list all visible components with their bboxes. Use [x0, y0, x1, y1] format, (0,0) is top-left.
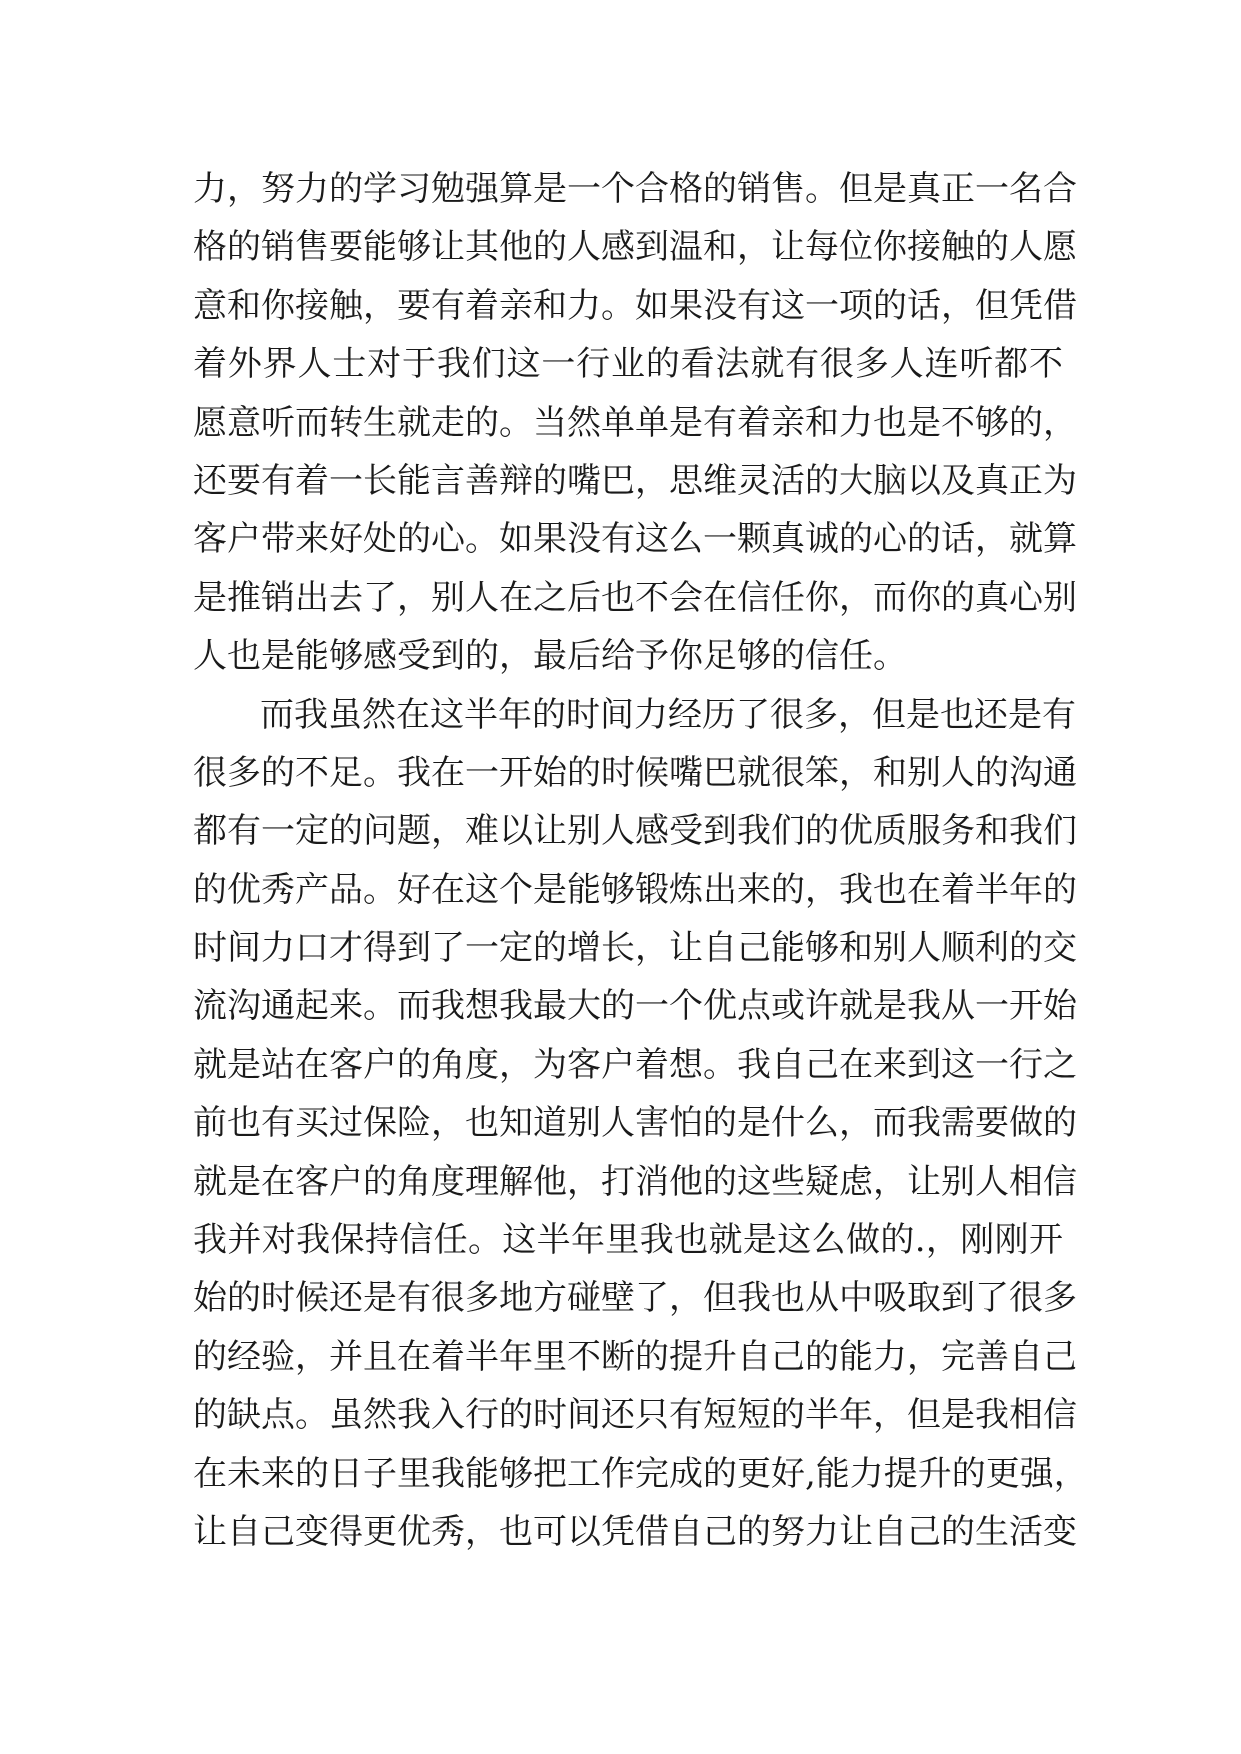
text-line: 客户带来好处的心。如果没有这么一颗真诚的心的话，就算: [193, 519, 1077, 560]
text-line: 意和你接触，要有着亲和力。如果没有这一项的话，但凭借: [193, 285, 1077, 326]
text-line: 让自己变得更优秀，也可以凭借自己的努力让自己的生活变: [193, 1511, 1077, 1552]
text-line: 都有一定的问题，难以让别人感受到我们的优质服务和我们: [193, 811, 1077, 852]
text-line: 时间力口才得到了一定的增长，让自己能够和别人顺利的交: [193, 928, 1077, 969]
text-line: 力，努力的学习勉强算是一个合格的销售。但是真正一名合: [193, 169, 1077, 209]
text-line: 是推销出去了，别人在之后也不会在信任你，而你的真心别: [193, 577, 1077, 618]
text-line: 前也有买过保险，也知道别人害怕的是什么，而我需要做的: [193, 1103, 1077, 1144]
text-line: 我并对我保持信任。这半年里我也就是这么做的.，刚刚开: [193, 1220, 1063, 1261]
text-line: 而我虽然在这半年的时间力经历了很多，但是也还是有: [260, 694, 1076, 735]
text-line: 始的时候还是有很多地方碰壁了，但我也从中吸取到了很多: [193, 1278, 1077, 1319]
text-line: 流沟通起来。而我想我最大的一个优点或许就是我从一开始: [193, 986, 1077, 1027]
text-line: 格的销售要能够让其他的人感到温和，让每位你接触的人愿: [193, 227, 1077, 268]
text-line: 愿意听而转生就走的。当然单单是有着亲和力也是不够的，: [193, 402, 1077, 443]
text-line: 的缺点。虽然我入行的时间还只有短短的半年，但是我相信: [193, 1395, 1077, 1436]
text-line: 很多的不足。我在一开始的时候嘴巴就很笨，和别人的沟通: [193, 752, 1077, 793]
text-line: 就是站在客户的角度，为客户着想。我自己在来到这一行之: [193, 1044, 1077, 1085]
text-line: 人也是能够感受到的，最后给予你足够的信任。: [193, 636, 907, 677]
body-text: [193, 160, 1088, 1561]
text-line: 着外界人士对于我们这一行业的看法就有很多人连听都不: [193, 344, 1063, 385]
text-line: 的优秀产品。好在这个是能够锻炼出来的，我也在着半年的: [193, 869, 1077, 910]
text-line: 的经验，并且在着半年里不断的提升自己的能力，完善自己: [193, 1336, 1077, 1377]
text-line: 就是在客户的角度理解他，打消他的这些疑虑，让别人相信: [193, 1161, 1077, 1202]
text-line: 还要有着一长能言善辩的嘴巴，思维灵活的大脑以及真正为: [193, 460, 1077, 501]
text-line: 在未来的日子里我能够把工作完成的更好,能力提升的更强，: [193, 1453, 1088, 1494]
